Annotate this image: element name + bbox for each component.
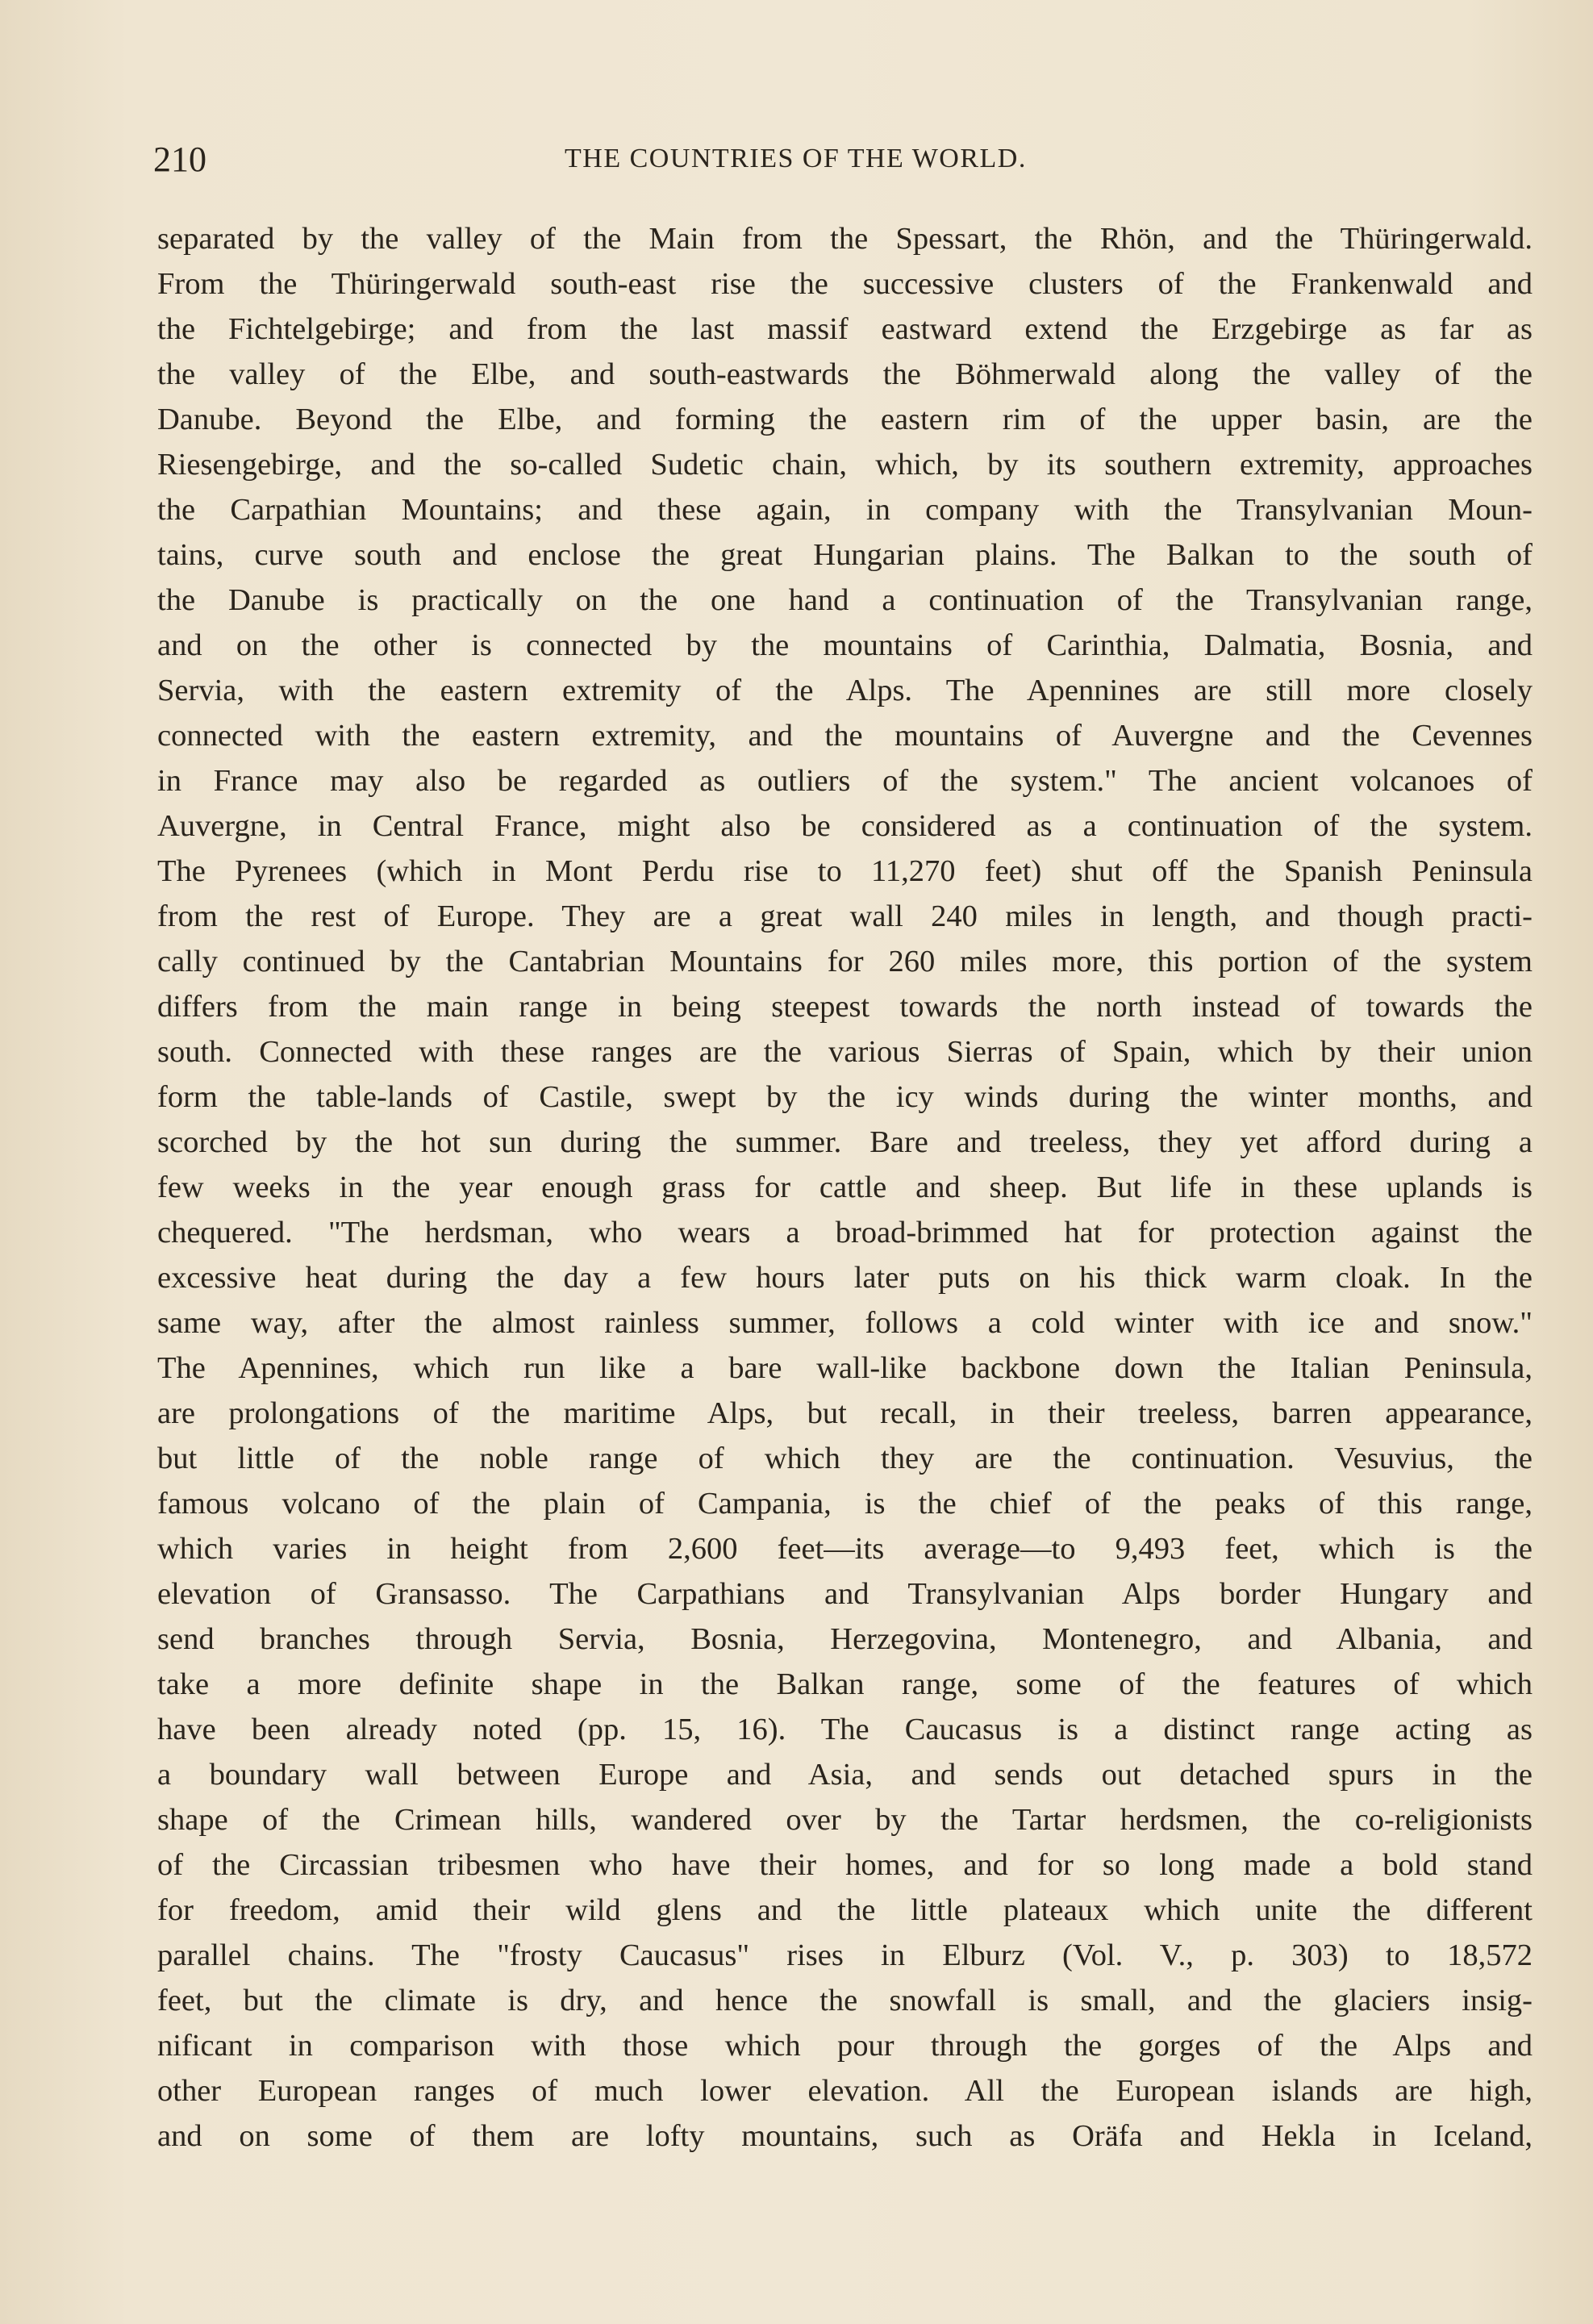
text-line: The Apennines, which run like a bare wall-like backbone down the Italian Peninsula, (157, 1351, 1533, 1385)
text-line: of the Circassian tribesmen who have their homes, and for so long made a bold stand (157, 1848, 1533, 1882)
text-line: Riesengebirge, and the so-called Sudetic chain, which, by its southern extremity, approaches (157, 448, 1533, 482)
text-line: Auvergne, in Central France, might also be considered as a continuation of the system. (157, 809, 1533, 843)
text-line: tains, curve south and enclose the great Hungarian plains. The Balkan to the south of (157, 538, 1533, 572)
text-line: scorched by the hot sun during the summer. Bare and treeless, they yet afford during a (157, 1125, 1533, 1159)
text-line: separated by the valley of the Main from the Spessart, the Rhön, and the Thüringerwald. (157, 222, 1533, 256)
text-line: from the rest of Europe. They are a great wall 240 miles in length, and though practi- (157, 899, 1533, 933)
text-line: chequered. "The herdsman, who wears a broad-brimmed hat for protection against the (157, 1216, 1533, 1250)
page-number: 210 (153, 140, 206, 179)
text-line: have been already noted (pp. 15, 16). The Caucasus is a distinct range acting as (157, 1713, 1533, 1746)
text-line: elevation of Gransasso. The Carpathians and Transylvanian Alps border Hungary and (157, 1577, 1533, 1611)
text-line: feet, but the climate is dry, and hence the snowfall is small, and the glaciers insig- (157, 1984, 1533, 2017)
text-line: are prolongations of the maritime Alps, but recall, in their treeless, barren appearance, (157, 1396, 1533, 1430)
text-line: and on the other is connected by the mountains of Carinthia, Dalmatia, Bosnia, and (157, 628, 1533, 662)
text-line: parallel chains. The "frosty Caucasus" rises in Elburz (Vol. V., p. 303) to 18,572 (157, 1938, 1533, 1972)
text-line: connected with the eastern extremity, and the mountains of Auvergne and the Cevennes (157, 719, 1533, 753)
text-line: excessive heat during the day a few hours later puts on his thick warm cloak. In the (157, 1261, 1533, 1295)
text-line: for freedom, amid their wild glens and the little plateaux which unite the different (157, 1893, 1533, 1927)
page-header (153, 139, 1541, 187)
text-line: shape of the Crimean hills, wandered over by the Tartar herdsmen, the co-religionists (157, 1803, 1533, 1837)
text-line: famous volcano of the plain of Campania, is the chief of the peaks of this range, (157, 1487, 1533, 1521)
text-line: send branches through Servia, Bosnia, Herzegovina, Montenegro, and Albania, and (157, 1622, 1533, 1656)
text-line: From the Thüringerwald south-east rise the successive clusters of the Frankenwald and (157, 267, 1533, 301)
text-line: cally continued by the Cantabrian Mountains for 260 miles more, this portion of the system (157, 945, 1533, 978)
text-line: differs from the main range in being steepest towards the north instead of towards the (157, 990, 1533, 1024)
text-line: a boundary wall between Europe and Asia, and sends out detached spurs in the (157, 1758, 1533, 1792)
text-line: other European ranges of much lower elevation. All the European islands are high, (157, 2074, 1533, 2108)
text-line: but little of the noble range of which they are the continuation. Vesuvius, the (157, 1442, 1533, 1475)
text-line: the Danube is practically on the one hand a continuation of the Transylvanian range, (157, 583, 1533, 617)
text-line: south. Connected with these ranges are the various Sierras of Spain, which by their union (157, 1035, 1533, 1069)
body-text (157, 216, 1533, 2159)
text-line: nificant in comparison with those which pour through the gorges of the Alps and (157, 2029, 1533, 2063)
text-line: which varies in height from 2,600 feet—its average—to 9,493 feet, which is the (157, 1532, 1533, 1566)
running-head: THE COUNTRIES OF THE WORLD. (565, 144, 1027, 173)
text-line: same way, after the almost rainless summer, follows a cold winter with ice and snow." (157, 1306, 1533, 1340)
text-line: take a more definite shape in the Balkan range, some of the features of which (157, 1667, 1533, 1701)
text-line: the Carpathian Mountains; and these again, in company with the Transylvanian Moun- (157, 493, 1533, 527)
text-line: Danube. Beyond the Elbe, and forming the eastern rim of the upper basin, are the (157, 403, 1533, 436)
text-line: and on some of them are lofty mountains, such as Oräfa and Hekla in Iceland, (157, 2119, 1533, 2153)
text-line: form the table-lands of Castile, swept by the icy winds during the winter months, and (157, 1080, 1533, 1114)
text-line: few weeks in the year enough grass for cattle and sheep. But life in these uplands is (157, 1170, 1533, 1204)
text-line: in France may also be regarded as outliers of the system." The ancient volcanoes of (157, 764, 1533, 798)
text-line: The Pyrenees (which in Mont Perdu rise to 11,270 feet) shut off the Spanish Peninsula (157, 854, 1533, 888)
text-line: the valley of the Elbe, and south-eastwards the Böhmerwald along the valley of the (157, 357, 1533, 391)
text-line: the Fichtelgebirge; and from the last massif eastward extend the Erzgebirge as far as (157, 312, 1533, 346)
text-line: Servia, with the eastern extremity of the Alps. The Apennines are still more closely (157, 674, 1533, 707)
